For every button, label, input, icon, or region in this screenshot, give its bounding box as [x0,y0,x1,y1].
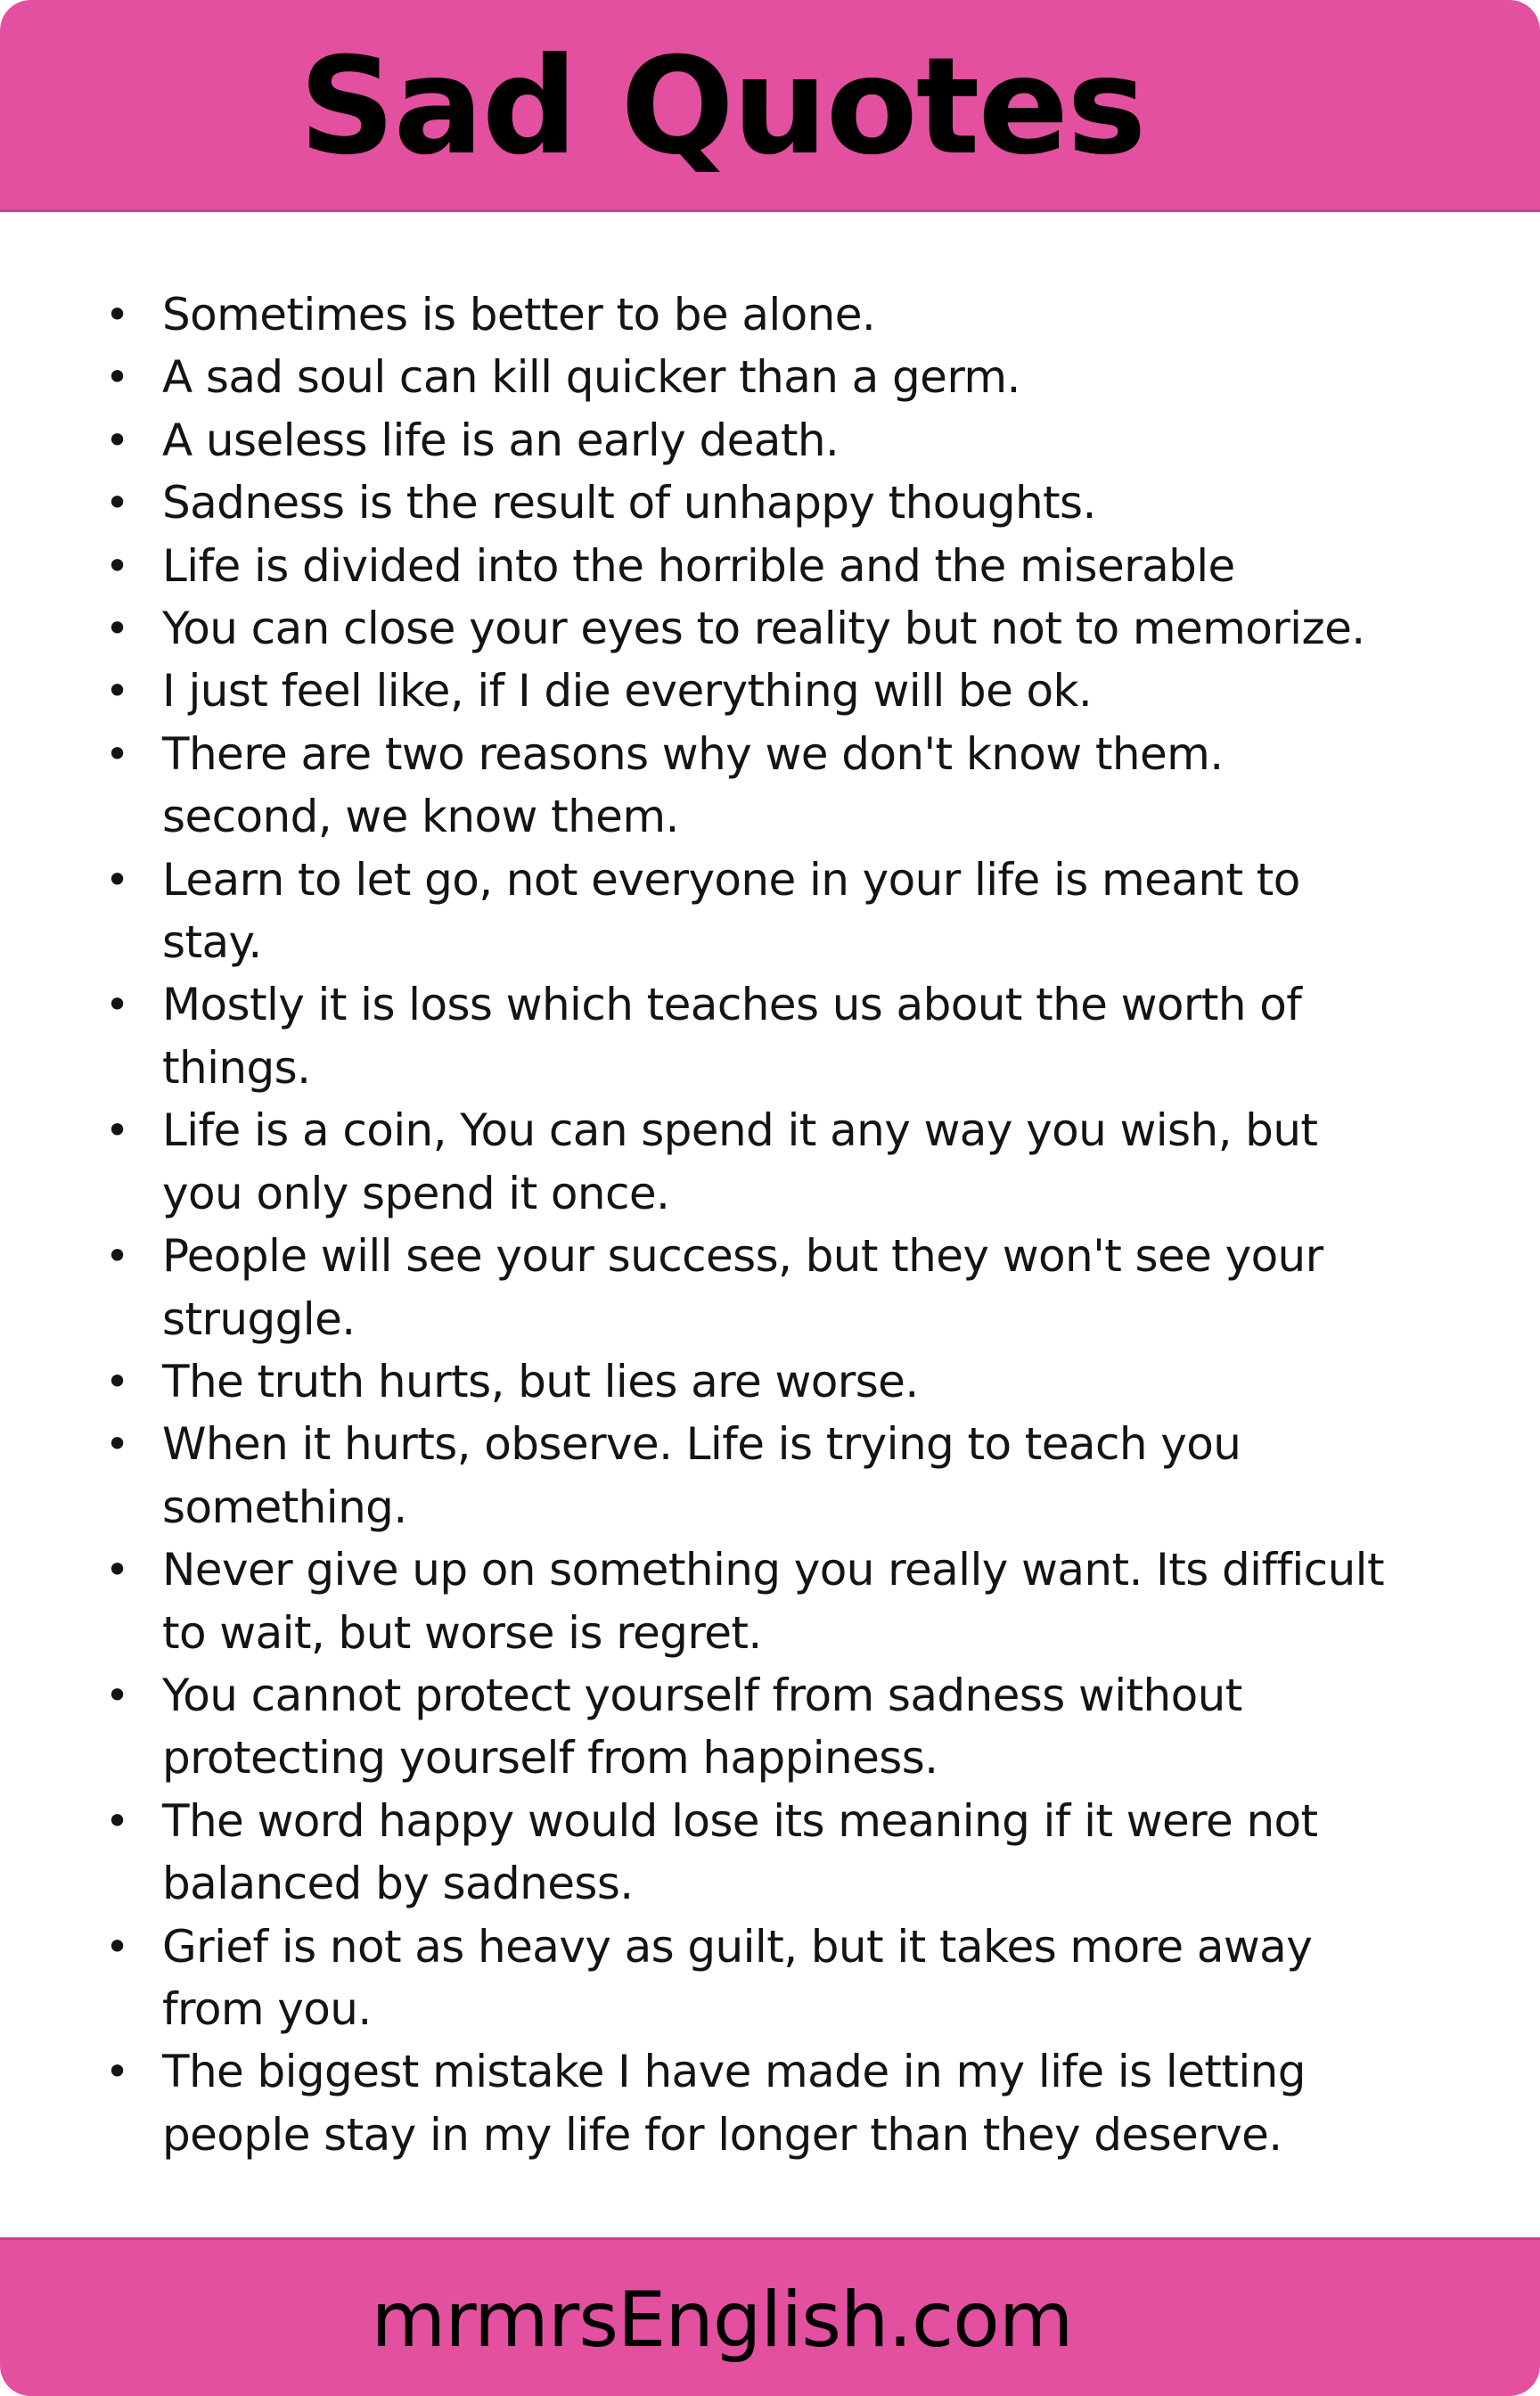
quote-text: You cannot protect yourself from sadness without [162,1669,1242,1721]
quote-text: I just feel like, if I die everything will be ok. [162,665,1093,718]
quote-item [0,1099,1540,1225]
quote-text: balanced by sadness. [162,1858,634,1910]
bullet-icon: • [105,541,129,590]
quote-text: you only spend it once. [162,1167,670,1219]
bullet-icon: • [105,1546,129,1595]
bullet-icon: • [105,2047,129,2096]
quote-item [0,2040,1540,2166]
quote-text: things. [162,1041,311,1094]
quote-text: to wait, but worse is regret. [162,1606,762,1659]
quote-item [0,472,1540,534]
quote-item [0,660,1540,722]
bullet-icon: • [105,353,129,402]
quote-text: A useless life is an early death. [162,414,840,466]
bullet-icon: • [105,604,129,653]
header-band [0,0,1540,212]
bullet-icon: • [105,415,129,464]
quote-item [0,723,1540,849]
quote-text: second, we know them. [162,791,679,843]
quote-text: struggle. [162,1292,356,1345]
quote-text: protecting yourself from happiness. [162,1732,938,1785]
quote-text: People will see your success, but they won't see your [162,1230,1323,1283]
quote-text: something. [162,1481,407,1533]
bullet-icon: • [105,1670,129,1719]
quote-item [0,1225,1540,1350]
quote-item [0,535,1540,597]
quote-item [0,1664,1540,1790]
quote-item [0,1413,1540,1539]
website-label: mrmrsEnglish.com [371,2276,1073,2365]
bullet-icon: • [105,479,129,528]
quote-item [0,1790,1540,1916]
quote-text: Grief is not as heavy as guilt, but it takes more away [162,1920,1313,1973]
quote-text: stay. [162,916,262,969]
bullet-icon: • [105,1232,129,1281]
quote-list [0,283,1540,2166]
bullet-icon: • [105,981,129,1030]
quote-text: Never give up on something you really want. Its difficult [162,1544,1384,1596]
bullet-icon: • [105,1357,129,1406]
bullet-icon: • [105,729,129,778]
footer-band [0,2237,1540,2396]
quote-item [0,1916,1540,2041]
quote-text: When it hurts, observe. Life is trying to teach you [162,1418,1241,1471]
quote-text: Sometimes is better to be alone. [162,289,876,341]
quote-item [0,1539,1540,1664]
quote-item [0,409,1540,472]
quote-item [0,1350,1540,1413]
quote-text: Learn to let go, not everyone in your life is meant to [162,853,1300,906]
quote-text: The truth hurts, but lies are worse. [162,1355,919,1407]
quote-text: Sadness is the result of unhappy thoughts. [162,477,1096,529]
quote-item [0,346,1540,408]
quote-text: You can close your eyes to reality but not to memorize. [162,603,1365,655]
quote-item [0,849,1540,974]
quote-item [0,597,1540,660]
quote-text: Life is divided into the horrible and the miserable [162,539,1235,592]
quote-item [0,973,1540,1099]
bullet-icon: • [105,1922,129,1971]
bullet-icon: • [105,1420,129,1469]
bullet-icon: • [105,855,129,904]
bullet-icon: • [105,1106,129,1155]
quote-text: A sad soul can kill quicker than a germ. [162,351,1020,404]
quote-item [0,283,1540,346]
bullet-icon: • [105,291,129,339]
quote-text: people stay in my life for longer than they deserve. [162,2108,1282,2161]
quote-text: The word happy would lose its meaning if it were not [162,1794,1318,1847]
bullet-icon: • [105,1796,129,1845]
quote-text: Life is a coin, You can spend it any way you wish, but [162,1104,1318,1157]
quote-text: from you. [162,1982,372,2035]
quote-text: There are two reasons why we don't know them. [162,727,1224,780]
quote-text: The biggest mistake I have made in my life is letting [162,2046,1306,2098]
page-title: Sad Quotes [299,29,1145,185]
quote-text: Mostly it is loss which teaches us about the worth of [162,979,1302,1031]
bullet-icon: • [105,667,129,716]
